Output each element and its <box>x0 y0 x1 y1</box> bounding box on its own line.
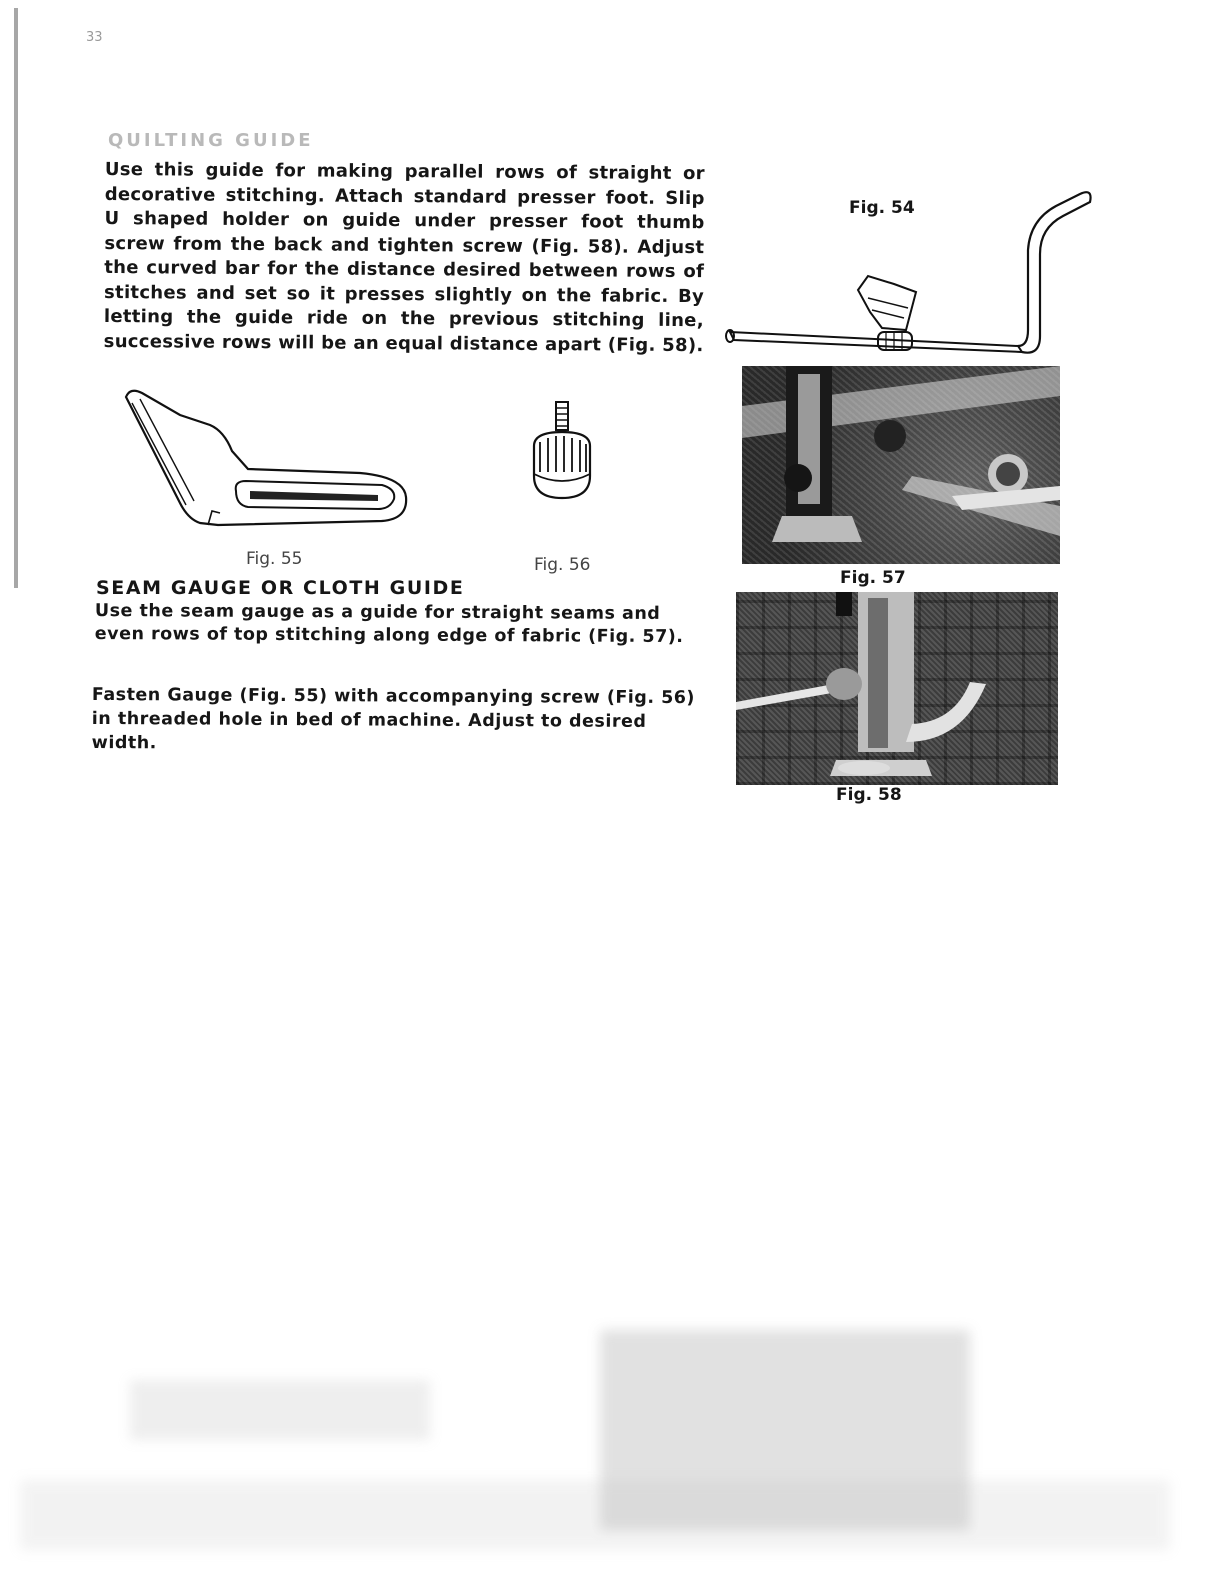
quilting-guide-text: Use this guide for making parallel rows of straight or decorative stitching. Attach standard presser foot. Slip U shaped holder on guide under presser foot thumb screw from the back and tighten screw (Fig. 58). Adjust the curved bar for the distance desired between rows of stitches and set so it presses slightly on the fabric. By letting the guide ride on the previous stitching line, successive rows will be an equal distance apart (Fig. 58). <box>103 158 705 356</box>
fig-58-photo <box>736 592 1058 785</box>
fig-54-quilting-guide-drawing <box>718 180 1098 370</box>
fig-58-caption: Fig. 58 <box>836 785 902 805</box>
fig-56-caption: Fig. 56 <box>534 555 591 575</box>
fig-56-thumb-screw-drawing <box>518 398 608 508</box>
scan-edge-line <box>14 8 18 588</box>
fig-55-caption: Fig. 55 <box>246 549 303 569</box>
scan-bleed-through-bottom <box>20 1480 1170 1550</box>
fig-57-caption: Fig. 57 <box>840 568 906 588</box>
fig-54-caption: Fig. 54 <box>849 198 915 218</box>
page-number: 33 <box>86 30 103 45</box>
quilting-guide-title: QUILTING GUIDE <box>108 130 314 151</box>
seam-gauge-title: SEAM GAUGE OR CLOTH GUIDE <box>96 577 465 599</box>
fig-55-seam-gauge-drawing <box>120 385 420 530</box>
fig-57-photo <box>742 366 1060 564</box>
scan-bleed-through-left <box>130 1380 430 1440</box>
seam-gauge-paragraph-1: Use the seam gauge as a guide for straight seams and even rows of top stitching along edge of fabric (Fig. 57). <box>94 601 684 648</box>
seam-gauge-paragraph-2: Fasten Gauge (Fig. 55) with accompanying screw (Fig. 56) in threaded hole in bed of machine. Adjust to desired width. <box>91 685 695 754</box>
